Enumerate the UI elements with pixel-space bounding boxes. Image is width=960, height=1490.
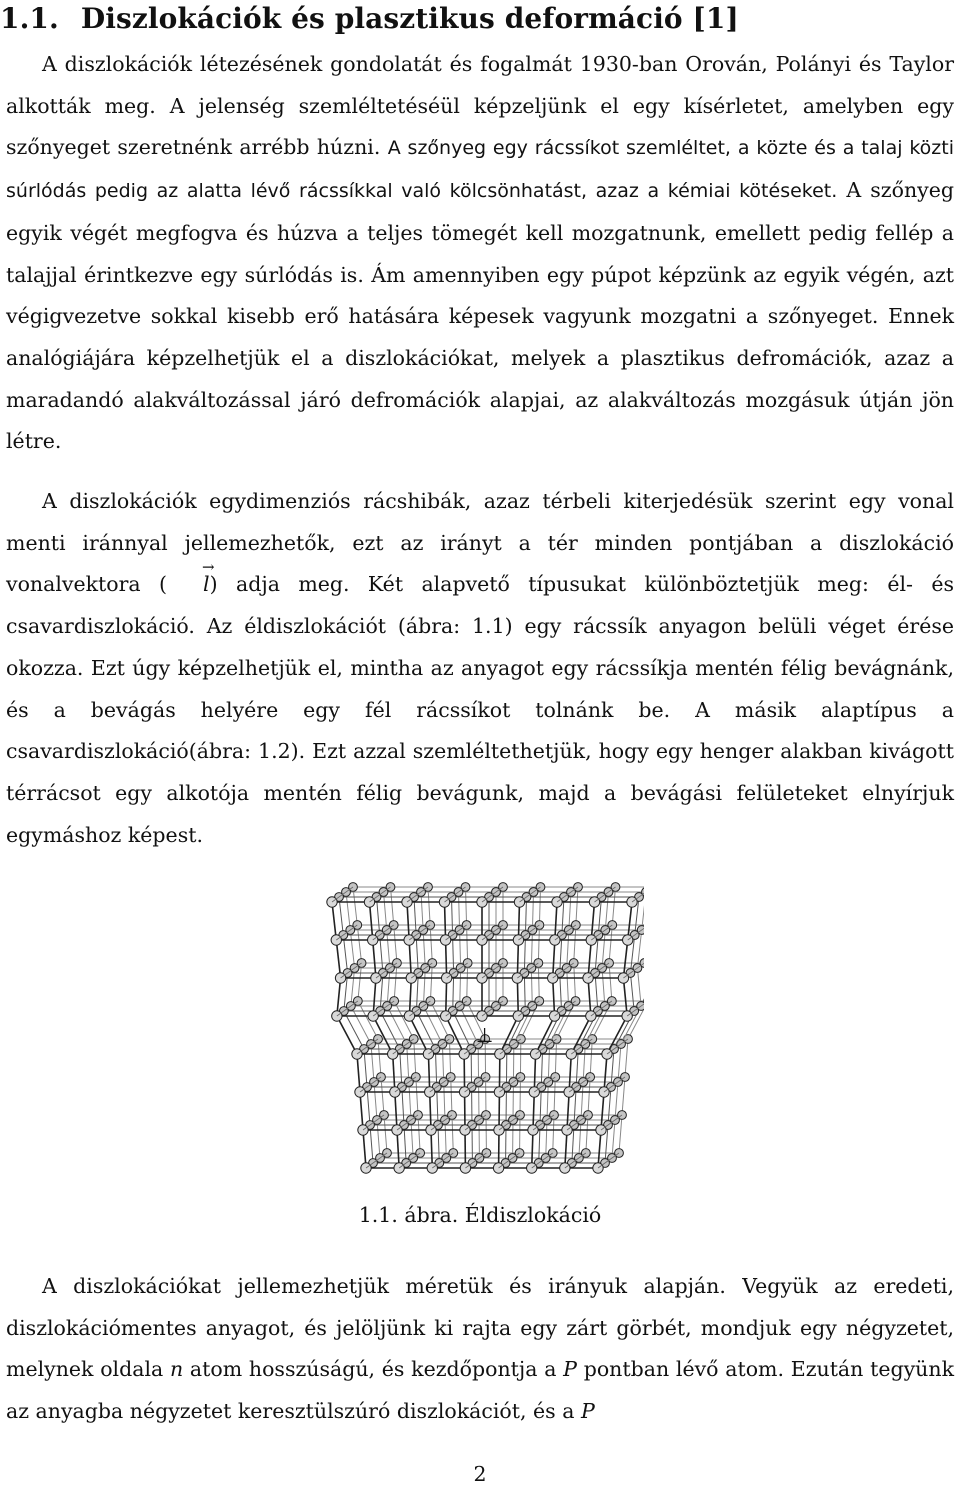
lattice-bond bbox=[431, 1130, 432, 1168]
lattice-bond bbox=[583, 1044, 585, 1082]
lattice-bond bbox=[430, 1092, 431, 1130]
lattice-bond bbox=[407, 902, 409, 940]
lattice-bond bbox=[539, 887, 540, 925]
paragraph-text-sans: A szőnyeg egy rácssíkot szemléltet, a közte és a talaj közti súrlódás pedig az alatta lévő rácssíkkal való kölcsönhatást, azaz a kémiai kötéseket. bbox=[6, 137, 955, 203]
lattice-bond bbox=[553, 940, 555, 978]
lattice-bond bbox=[574, 963, 576, 1001]
lattice-bond bbox=[574, 925, 576, 963]
lattice-bond bbox=[430, 963, 432, 1001]
lattice-bond bbox=[553, 1115, 554, 1153]
lattice-bond bbox=[409, 978, 411, 1016]
figure-caption: 1.1. ábra. Éldiszlokáció bbox=[358, 1203, 602, 1227]
lattice-bond bbox=[569, 892, 571, 930]
lattice-bond bbox=[395, 1092, 397, 1130]
lattice-bond bbox=[446, 940, 447, 978]
lattice-bond bbox=[588, 1077, 590, 1115]
lattice-bond bbox=[555, 1039, 556, 1077]
lattice-atom bbox=[459, 1087, 469, 1097]
lattice-bond bbox=[442, 1044, 443, 1082]
lattice-bond bbox=[567, 1092, 569, 1130]
lattice-atom bbox=[513, 1011, 523, 1021]
lattice-bond bbox=[517, 978, 518, 1016]
lattice-bond bbox=[444, 1082, 445, 1120]
dislocation-symbol: ⊥ bbox=[476, 1023, 494, 1047]
lattice-bond bbox=[409, 1082, 411, 1120]
lattice-bond bbox=[547, 1082, 548, 1120]
math-p: P bbox=[563, 1357, 577, 1382]
lattice-bond bbox=[449, 1039, 450, 1077]
paragraph-text: A diszlokációk egydimenziós rácshibák, azaz térbeli kiterjedésük szerint egy vonal menti iránnyal jellemezhetők, ezt az irányt a tér minden pontjában a diszlokáció vonalvektora ( bbox=[6, 489, 954, 597]
lattice-bond bbox=[384, 892, 387, 930]
lattice-bond bbox=[423, 930, 425, 968]
lattice-atom bbox=[622, 1011, 632, 1021]
lattice-bond bbox=[411, 1120, 413, 1158]
lattice-bond bbox=[381, 1077, 384, 1115]
lattice-bond bbox=[337, 1016, 357, 1054]
lattice-bond bbox=[452, 1115, 453, 1153]
lattice-bond bbox=[567, 968, 569, 1006]
lattice-atom bbox=[529, 1087, 539, 1097]
lattice-bond bbox=[531, 968, 532, 1006]
lattice-bond bbox=[588, 978, 591, 1016]
lattice-bond bbox=[371, 1044, 374, 1082]
lattice-atom bbox=[440, 935, 450, 945]
lattice-bond bbox=[357, 925, 361, 963]
section-title: Diszlokációk és plasztikus deformáció [1] bbox=[80, 2, 739, 35]
math-n: n bbox=[169, 1357, 184, 1382]
paragraph-text: A diszlokációkat jellemezhetjük méretük és irányuk alapján. Vegyük az eredeti, diszlokációmentes anyagot, és jelöljünk ki rajta egy zárt görbét, mondjuk egy négyzetet, melynek oldala bbox=[6, 1274, 954, 1382]
lattice-bond bbox=[391, 887, 394, 925]
lattice-bond bbox=[567, 930, 569, 968]
lattice-bond bbox=[623, 978, 627, 1016]
lattice-atom bbox=[586, 1011, 596, 1021]
lattice-bond bbox=[445, 1120, 446, 1158]
lattice-bond bbox=[394, 925, 397, 963]
lattice-bond bbox=[590, 1039, 592, 1077]
lattice-bond bbox=[421, 892, 423, 930]
lattice-bond bbox=[602, 968, 605, 1006]
lattice-bond bbox=[363, 1130, 366, 1168]
paragraph-dislocation-types bbox=[6, 481, 954, 856]
lattice-bond bbox=[428, 887, 430, 925]
lattice-bond bbox=[548, 1044, 549, 1082]
lattice-atom bbox=[549, 1011, 559, 1021]
lattice-atom bbox=[427, 1163, 437, 1173]
lattice-bond bbox=[532, 1130, 533, 1168]
lattice-bond bbox=[579, 1120, 581, 1158]
lattice-bond bbox=[397, 1130, 399, 1168]
lattice-atom bbox=[335, 973, 345, 983]
lattice-atom bbox=[583, 973, 593, 983]
lattice-bond bbox=[538, 963, 539, 1001]
line-vector-symbol: → l bbox=[167, 564, 210, 606]
lattice-bond bbox=[460, 968, 461, 1006]
lattice-bond bbox=[517, 940, 518, 978]
paragraph-text: pontban lévő atom. Ezután tegyünk az anyagba négyzetet keresztülszúró diszlokációt, és a bbox=[6, 1357, 954, 1424]
paragraph-text: atom hosszúságú, és kezdőpontja a bbox=[183, 1357, 564, 1382]
lattice-illustration bbox=[322, 880, 644, 1185]
lattice-bond bbox=[555, 902, 557, 940]
lattice-bond bbox=[387, 1006, 407, 1044]
lattice-bond bbox=[586, 1115, 588, 1153]
lattice-bond bbox=[609, 963, 612, 1001]
lattice-atom bbox=[331, 935, 341, 945]
lattice-bond bbox=[378, 1039, 381, 1077]
lattice-bond bbox=[531, 930, 532, 968]
lattice-bond bbox=[546, 1120, 547, 1158]
lattice-bond bbox=[384, 1115, 387, 1153]
lattice-atom bbox=[332, 1011, 342, 1021]
lattice-atom bbox=[390, 1087, 400, 1097]
lattice-bond bbox=[423, 1006, 442, 1044]
lattice-atom bbox=[493, 1163, 503, 1173]
lattice-bond bbox=[428, 1054, 429, 1092]
lattice-bond bbox=[569, 1054, 571, 1092]
lattice-atom bbox=[566, 1049, 576, 1059]
lattice-bond bbox=[554, 1077, 555, 1115]
lattice-bond bbox=[346, 892, 350, 930]
lattice-bond bbox=[353, 887, 357, 925]
page-number: 2 bbox=[473, 1462, 487, 1486]
lattice-bond bbox=[466, 887, 467, 925]
lattice-bond bbox=[637, 968, 641, 1006]
lattice-bond bbox=[360, 1092, 363, 1130]
lattice-bond bbox=[409, 940, 411, 978]
lattice-bond bbox=[414, 1039, 416, 1077]
paragraph-text: ) adja meg. Két alapvető típusukat különböztetjük meg: él- és csavardiszlokáció. Az éldiszlokációt (ábra: 1.1) egy rácssík anyagon belüli véget érése okozza. Ezt úgy képzelhetjük el, mintha az anyagot egy rácssíkja mentén félig bevágnánk, és a bevágás helyére egy fél rácssíkot tolnánk be. A másik alaptípus a csavardiszlokáció(ábra: 1.2). Ezt azzal szemléltethetjük, hogy egy henger alakban kivágott térrácsot egy alkotója mentén félig bevágunk, majd a bevágási felületeket elnyírjuk egymáshoz képest. bbox=[6, 572, 955, 847]
lattice-atom bbox=[618, 973, 628, 983]
lattice-bond bbox=[576, 887, 578, 925]
lattice-bond bbox=[374, 1082, 377, 1120]
lattice-atom bbox=[530, 1049, 540, 1059]
lattice-bond bbox=[459, 892, 460, 930]
paragraph-text: A diszlokációk létezésének gondolatát és fogalmát 1930-ban Orován, Polányi és Taylor alkották meg. A jelenség szemléltetéséül képzeljünk el egy kísérletet, amelyben egy szőnyeget szeretnénk arrébb húzni. bbox=[6, 52, 954, 160]
lattice-bond bbox=[581, 1082, 583, 1120]
lattice-bond bbox=[370, 902, 373, 940]
lattice-bond bbox=[532, 892, 533, 930]
lattice-bond bbox=[553, 978, 555, 1016]
lattice-bond bbox=[533, 1092, 534, 1130]
paragraph-burgers-circuit bbox=[6, 1266, 954, 1433]
lattice-bond bbox=[445, 902, 446, 940]
lattice-bond bbox=[467, 925, 468, 963]
lattice-bond bbox=[377, 1120, 380, 1158]
lattice-bond bbox=[332, 902, 336, 940]
paragraph-intro bbox=[6, 44, 954, 463]
lattice-bond bbox=[357, 1054, 360, 1092]
lattice-atom bbox=[564, 1087, 574, 1097]
lattice-bond bbox=[423, 968, 425, 1006]
lattice-bond bbox=[630, 973, 634, 1011]
section-heading bbox=[0, 2, 739, 35]
lattice-bond bbox=[538, 925, 539, 963]
paragraph-text: A szőnyeg egyik végét megfogva és húzva a teljes tömegét kell mozgatnunk, emellett pedig fellép a talajjal érintkezve egy súrlódás is. Ám amennyiben egy púpot képzünk az egyik végén, azt végigvezetve sokkal kisebb erő hatására képesek vagyunk mozgatni a szőnyeget. Ennek analógiájára képzelhetjük el a diszlokációkat, melyek a plasztikus defromációk, azaz a maradandó alakváltozással járó defromációk alapjai, az alakváltozás mozgásuk útján jön létre. bbox=[6, 178, 954, 454]
lattice-bond bbox=[416, 1077, 418, 1115]
section-number: 1.1. bbox=[0, 2, 59, 35]
lattice-bond bbox=[565, 1130, 567, 1168]
edge-dislocation-figure bbox=[322, 880, 644, 1185]
lattice-bond bbox=[451, 1077, 452, 1115]
lattice-bond bbox=[418, 1115, 420, 1153]
lattice-bond bbox=[393, 1054, 395, 1092]
lattice-bond bbox=[534, 1054, 535, 1092]
lattice-bond bbox=[336, 940, 340, 978]
lattice-bond bbox=[430, 925, 432, 963]
lattice-bond bbox=[460, 930, 461, 968]
lattice-atom bbox=[406, 973, 416, 983]
lattice-bond bbox=[467, 963, 468, 1001]
lattice-bond bbox=[351, 1006, 371, 1044]
lattice-bond bbox=[387, 930, 390, 968]
lattice-bond bbox=[446, 978, 447, 1016]
lattice-bond bbox=[518, 902, 519, 940]
math-p: P bbox=[580, 1399, 595, 1424]
lattice-bond bbox=[407, 1044, 409, 1082]
lattice-bond bbox=[350, 930, 354, 968]
lattice-bond bbox=[373, 940, 376, 978]
